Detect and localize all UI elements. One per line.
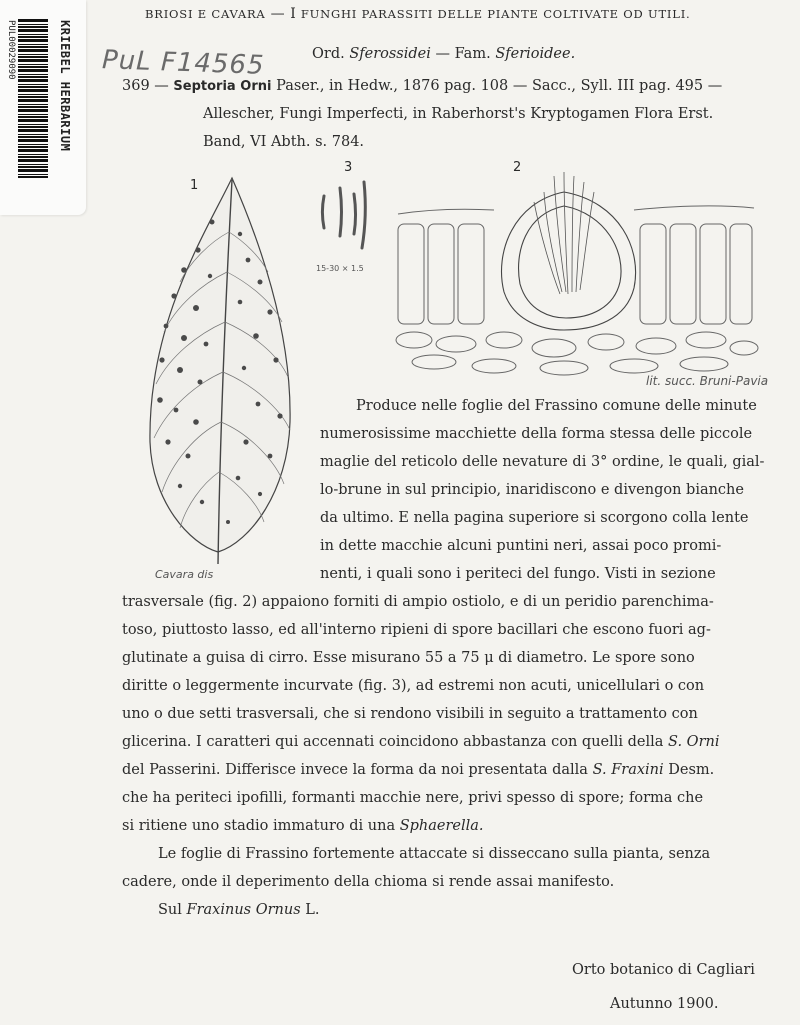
header-separator: —	[265, 6, 291, 22]
body-line: in dette macchie alcuni puntini neri, assai poco promi-	[320, 538, 722, 554]
barcode	[18, 18, 48, 178]
body-line	[122, 756, 798, 784]
signoff-date: Autunno 1900.	[610, 996, 719, 1012]
header-title-first: I	[290, 6, 297, 22]
body-line: diritte o leggermente incurvate (fig. 3), ad estremi non acuti, unicellulari o con	[122, 678, 705, 694]
herbarium-name: KRIEBEL HERBARIUM	[58, 20, 72, 152]
body-line: glutinate a guisa di cirro. Esse misurano 55 a 75 μ di diametro. Le spore sono	[122, 650, 695, 666]
signoff-place: Orto botanico di Cagliari	[572, 962, 755, 978]
header-authors: BRIOSI E CAVARA	[145, 7, 266, 21]
body-text: del Passerini. Differisce invece la forma da noi presentata dalla	[122, 762, 593, 778]
entry-citation-1: Paser., in Hedw., 1876 pag. 108 — Sacc., Syll. III pag. 495 —	[276, 78, 723, 94]
figure-3-number: 3	[344, 160, 353, 175]
order-name: Sferossidei	[349, 46, 431, 62]
page-header	[145, 6, 691, 22]
entry-citation-3: Band, VI Abth. s. 784.	[203, 134, 365, 150]
body-line: Le foglie di Frassino fortemente attaccate si disseccano sulla pianta, senza	[158, 846, 711, 862]
body-line: maglie del reticolo delle nevature di 3° ordine, le quali, gial-	[320, 454, 765, 470]
figure-1-number: 1	[190, 178, 199, 193]
ord-prefix: Ord.	[312, 46, 345, 62]
host-prefix: Sul	[158, 902, 187, 918]
family-name: Sferioidee.	[495, 46, 576, 62]
figure-2-lithographer-caption: lit. succ. Bruni-Pavia	[646, 374, 769, 388]
body-line: Produce nelle foglie del Frassino comune delle minute	[356, 398, 757, 414]
genus-sphaerella-italic: Sphaerella.	[399, 818, 484, 834]
figure-1-artist-caption: Cavara dis	[155, 568, 214, 581]
barcode-number: PUL00029090	[6, 20, 16, 80]
body-column-narrow	[320, 392, 800, 588]
header-title-rest: FUNGHI PARASSITI DELLE PIANTE COLTIVATE OD UTILI.	[296, 7, 691, 21]
host-line	[122, 896, 798, 924]
figure-2-cross-section-illustration	[394, 172, 774, 382]
body-column-wide	[122, 588, 798, 924]
entry-genus: Septoria	[173, 79, 236, 94]
body-line: trasversale (fig. 2) appaiono forniti di ampio ostiolo, e di un peridio parenchima-	[122, 594, 714, 610]
figure-1-leaf-illustration	[140, 172, 300, 572]
body-line: uno o due setti trasversali, che si rendono visibili in seguito a trattamento con	[122, 706, 698, 722]
species-fraxini-italic: S. Fraxini	[592, 762, 664, 778]
body-line: cadere, onde il deperimento della chioma si rende assai manifesto.	[122, 874, 615, 890]
entry-citation-2: Allescher, Fungi Imperfecti, in Raberhorst's Kryptogamen Flora Erst.	[203, 106, 714, 122]
fam-prefix: — Fam.	[435, 46, 491, 62]
figure-2-number: 2	[513, 160, 522, 175]
body-line	[122, 812, 798, 840]
host-suffix: L.	[300, 902, 320, 918]
herbarium-label	[0, 0, 86, 215]
entry-species: Orni	[240, 79, 272, 94]
body-text: si ritiene uno stadio immaturo di una	[122, 818, 400, 834]
figure-3-measurement: 15-30 × 1.5	[316, 264, 364, 273]
entry-number: 369 —	[122, 78, 169, 94]
body-line: nenti, i quali sono i periteci del fungo. Visti in sezione	[320, 566, 716, 582]
species-orni-italic: S. Orni	[668, 734, 720, 750]
body-line: lo-brune in sul principio, inaridiscono e divengon bianche	[320, 482, 744, 498]
figure-3-spores-illustration	[316, 178, 376, 258]
body-line: numerosissime macchiette della forma stessa delle piccole	[320, 426, 753, 442]
body-line: toso, piuttosto lasso, ed all'interno ripieni di spore bacillari che escono fuori ag-	[122, 622, 711, 638]
body-line: da ultimo. E nella pagina superiore si scorgono colla lente	[320, 510, 749, 526]
classification-line	[312, 46, 575, 62]
entry-line-1	[122, 78, 722, 94]
body-line	[122, 728, 798, 756]
handwritten-accession-code: PuL F14565	[101, 45, 266, 81]
body-line: che ha periteci ipofilli, formanti macchie nere, privi spesso di spore; forma che	[122, 790, 704, 806]
body-text: glicerina. I caratteri qui accennati coincidono abbastanza con quelli della	[122, 734, 669, 750]
body-text: Desm.	[663, 762, 715, 778]
host-species-italic: Fraxinus Ornus	[186, 902, 301, 918]
